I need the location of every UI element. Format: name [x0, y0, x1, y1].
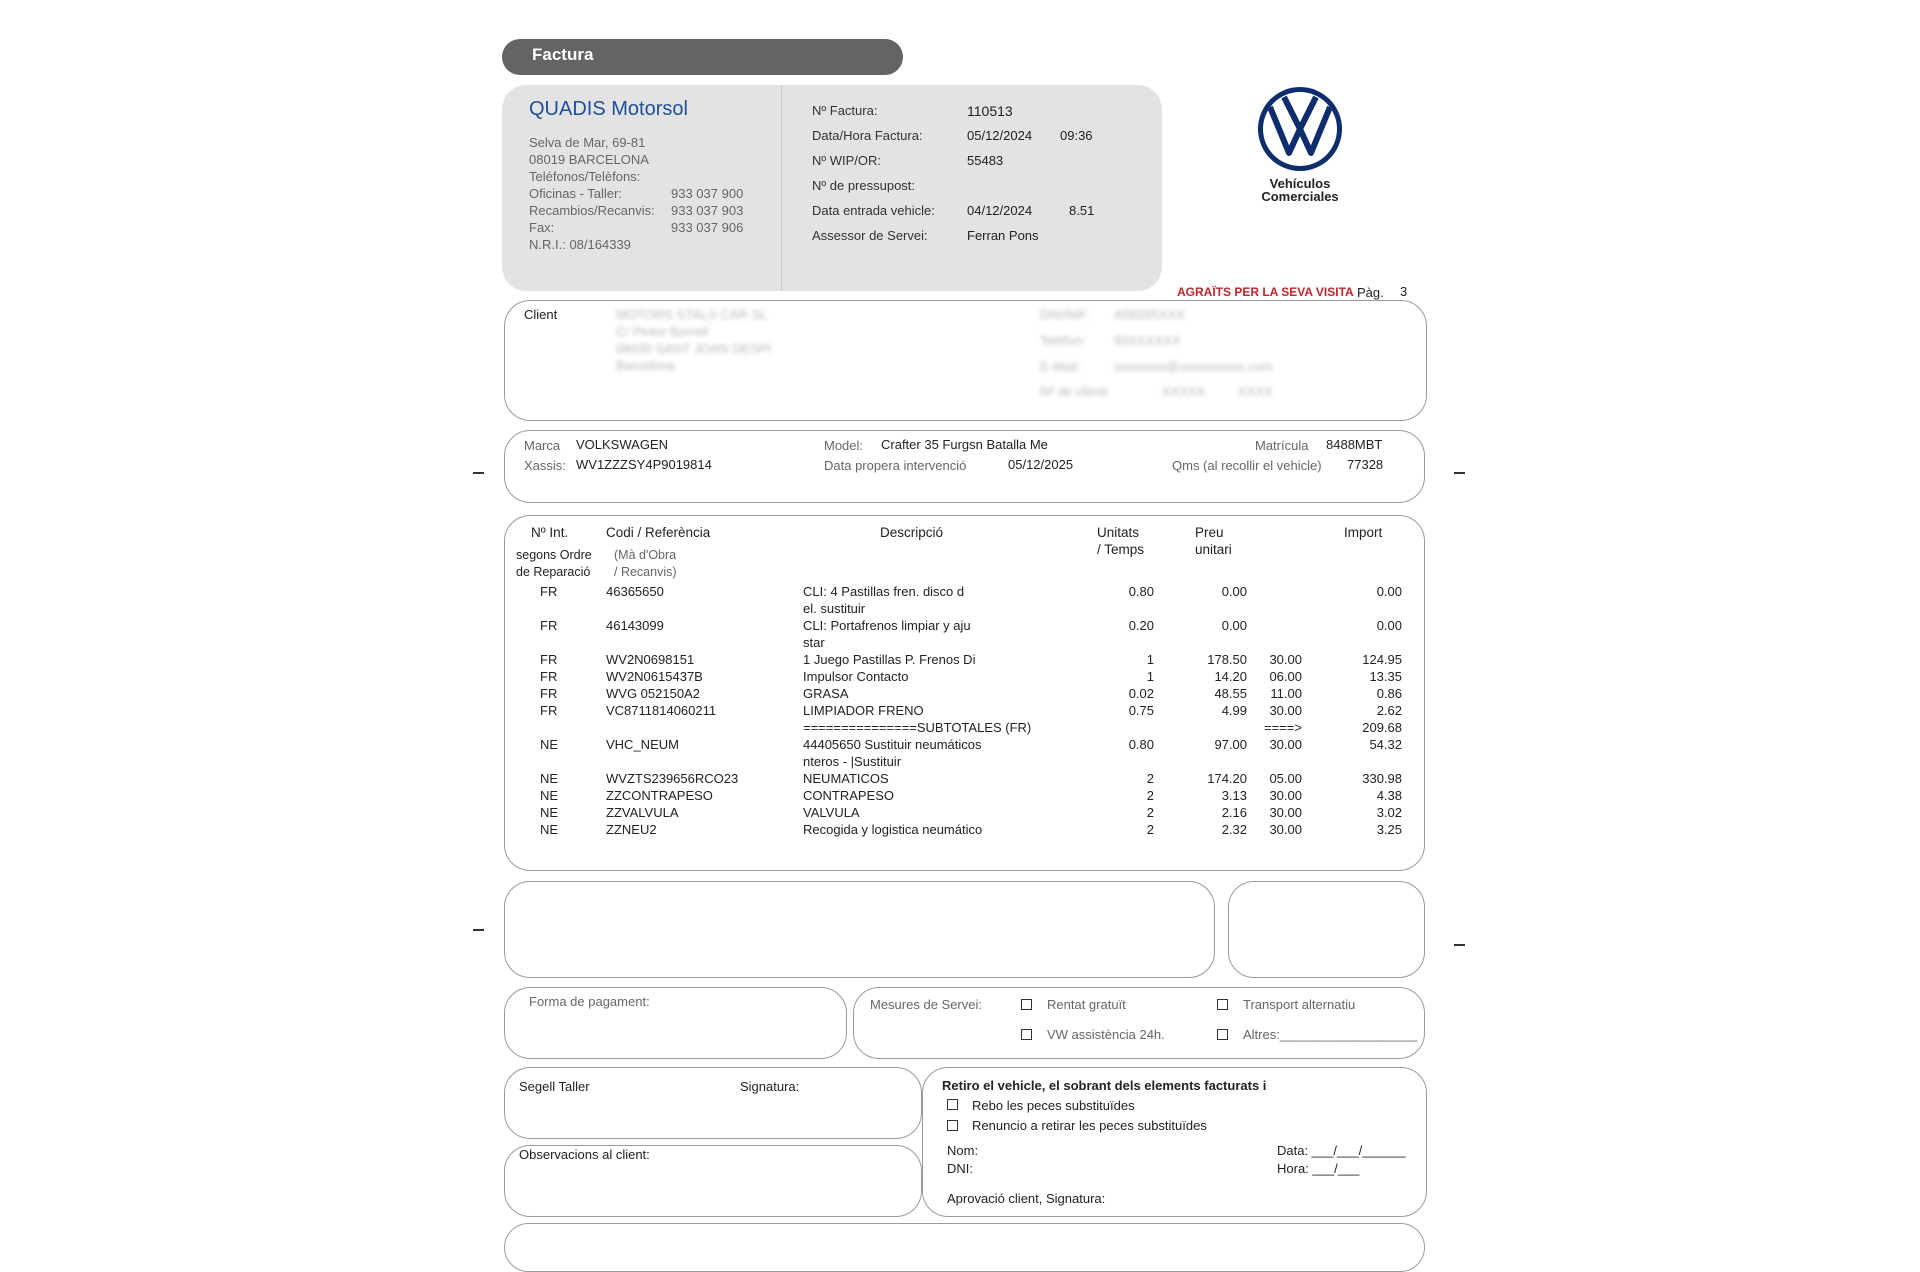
- vw-assistance-checkbox[interactable]: [1021, 1029, 1032, 1040]
- row-code: 46143099: [606, 618, 664, 633]
- row-int: FR: [540, 686, 558, 701]
- waive-parts-checkbox[interactable]: [947, 1120, 958, 1131]
- signature-label: Signatura:: [740, 1079, 800, 1094]
- row-price: 97.00: [1214, 737, 1247, 752]
- invoice-number-label: Nº Factura:: [812, 103, 878, 118]
- invoice-date: 05/12/2024: [967, 128, 1033, 143]
- mileage-label: Qms (al recollir el vehicle): [1172, 458, 1322, 473]
- margin-mark: [1454, 472, 1465, 474]
- row-price: 0.00: [1221, 584, 1247, 599]
- row-discount: 30.00: [1269, 805, 1302, 820]
- row-units: 2: [1146, 771, 1154, 786]
- brand-line2: Comerciales: [1261, 189, 1339, 204]
- row-description: GRASA: [803, 686, 849, 701]
- row-price: 0.00: [1221, 618, 1247, 633]
- row-description-cont: nteros - |Sustituir: [803, 754, 902, 769]
- company-name: QUADIS Motorsol: [529, 98, 688, 120]
- free-wash-checkbox[interactable]: [1021, 999, 1032, 1010]
- row-discount: 30.00: [1269, 737, 1302, 752]
- row-int: NE: [540, 822, 559, 837]
- wip-number: 55483: [967, 153, 1004, 168]
- page-number: 3: [1400, 284, 1408, 299]
- row-amount: 13.35: [1369, 669, 1402, 684]
- invoice-time: 09:36: [1060, 128, 1093, 143]
- mileage: 77328: [1347, 457, 1384, 472]
- row-int: FR: [540, 703, 558, 718]
- other-label: Altres:___________________: [1243, 1027, 1418, 1042]
- row-code: WV2N0698151: [606, 652, 695, 667]
- wip-label: Nº WIP/OR:: [812, 153, 882, 168]
- observations-label: Observacions al client:: [519, 1147, 650, 1162]
- row-discount: 30.00: [1269, 703, 1302, 718]
- entry-date-label: Data entrada vehicle:: [812, 203, 935, 218]
- vw-logo-icon: [1256, 85, 1344, 173]
- col-header-int-sub1: segons Ordre: [516, 548, 592, 562]
- client-phone-label: Telèfon:: [1040, 333, 1086, 348]
- row-units: 0.80: [1128, 584, 1154, 599]
- stamp-label: Segell Taller: [519, 1079, 590, 1094]
- company-address-line2: 08019 BARCELONA: [529, 152, 649, 167]
- name-label: Nom:: [947, 1143, 979, 1158]
- vw-assistance-label: VW assistència 24h.: [1047, 1027, 1165, 1042]
- vehicle-model-label: Model:: [824, 438, 864, 453]
- row-description: Impulsor Contacto: [803, 669, 909, 684]
- margin-mark: [473, 472, 484, 474]
- col-header-int: Nº Int.: [531, 525, 569, 540]
- client-email-label: E-Mail:: [1040, 359, 1081, 374]
- invoice-datetime-label: Data/Hora Factura:: [812, 128, 923, 143]
- company-phones-label: Teléfonos/Telèfons:: [529, 169, 641, 184]
- vehicle-plate: 8488MBT: [1326, 437, 1383, 452]
- row-units: 2: [1146, 788, 1154, 803]
- row-units: 1: [1146, 652, 1154, 667]
- row-price: 178.50: [1207, 652, 1247, 667]
- row-amount: 124.95: [1362, 652, 1402, 667]
- time-field-label: Hora: ___/___: [1277, 1161, 1360, 1176]
- company-address-line1: Selva de Mar, 69-81: [529, 135, 646, 150]
- stamp-box: [504, 1067, 922, 1139]
- fax-label: Fax:: [529, 220, 555, 235]
- row-units: 2: [1146, 805, 1154, 820]
- client-nif: A58265XXX: [1114, 307, 1185, 322]
- row-int: NE: [540, 805, 559, 820]
- other-checkbox[interactable]: [1217, 1029, 1228, 1040]
- col-header-code-sub1: (Mà d'Obra: [614, 548, 677, 562]
- col-header-code: Codi / Referència: [606, 525, 711, 540]
- row-amount: 3.02: [1376, 805, 1402, 820]
- col-header-code-sub2: / Recanvis): [614, 565, 677, 579]
- client-name: MOTORS STALS CAR SL: [616, 307, 768, 322]
- parts-phone-label: Recambios/Recanvis:: [529, 203, 655, 218]
- alt-transport-label: Transport alternatiu: [1243, 997, 1356, 1012]
- row-discount: ====>: [1264, 720, 1302, 735]
- header-divider: [781, 85, 782, 291]
- row-description-cont: el. sustituir: [803, 601, 866, 616]
- waive-parts-label: Renuncio a retirar les peces substituïdes: [972, 1118, 1207, 1133]
- vehicle-vin: WV1ZZZSY4P9019814: [576, 457, 712, 472]
- client-nif-label: DNI/NIF:: [1040, 307, 1091, 322]
- row-price: 3.13: [1221, 788, 1247, 803]
- row-int: FR: [540, 584, 558, 599]
- col-header-int-sub2: de Reparació: [516, 565, 591, 579]
- client-reference: XXXX: [1238, 384, 1273, 399]
- row-amount: 0.00: [1376, 618, 1402, 633]
- pickup-title: Retiro el vehicle, el sobrant dels elements facturats i: [942, 1078, 1267, 1093]
- free-wash-label: Rentat gratuït: [1047, 997, 1126, 1012]
- row-price: 2.16: [1221, 805, 1247, 820]
- col-header-price-sub: unitari: [1195, 542, 1232, 557]
- date-field-label: Data: ___/___/______: [1277, 1143, 1406, 1158]
- col-header-description: Descripció: [880, 525, 944, 540]
- company-nri: N.R.I.: 08/164339: [529, 237, 631, 252]
- row-units: 0.02: [1128, 686, 1154, 701]
- row-int: NE: [540, 771, 559, 786]
- client-city: 08030 SANT JOAN DESPI: [616, 341, 772, 356]
- invoice-number: 110513: [967, 103, 1013, 119]
- row-amount: 0.00: [1376, 584, 1402, 599]
- thanks-message: AGRAÏTS PER LA SEVA VISITA: [1177, 285, 1354, 299]
- entry-date: 04/12/2024: [967, 203, 1033, 218]
- vehicle-plate-label: Matrícula: [1255, 438, 1309, 453]
- row-int: FR: [540, 652, 558, 667]
- row-units: 1: [1146, 669, 1154, 684]
- next-service-date: 05/12/2025: [1008, 457, 1074, 472]
- row-description: CLI: 4 Pastillas fren. disco d: [803, 584, 965, 599]
- col-header-units-sub: / Temps: [1097, 542, 1145, 557]
- receive-parts-label: Rebo les peces substituïdes: [972, 1098, 1135, 1113]
- row-code: WVZTS239656RCO23: [606, 771, 739, 786]
- client-phone: 93XXXXXX: [1114, 333, 1181, 348]
- row-amount: 0.86: [1376, 686, 1402, 701]
- fax-number: 933 037 906: [671, 220, 744, 235]
- row-description: LIMPIADOR FRENO: [803, 703, 924, 718]
- row-code: ZZNEU2: [606, 822, 657, 837]
- row-amount: 54.32: [1369, 737, 1402, 752]
- row-int: FR: [540, 618, 558, 633]
- client-email: xxxxxxxx@xxxxxxxxxx.com: [1114, 359, 1273, 374]
- row-code: ZZVALVULA: [606, 805, 679, 820]
- row-discount: 30.00: [1269, 652, 1302, 667]
- row-discount: 11.00: [1270, 686, 1302, 701]
- row-discount: 30.00: [1269, 822, 1302, 837]
- col-header-price: Preu: [1195, 525, 1224, 540]
- row-price: 2.32: [1221, 822, 1247, 837]
- page-label: Pàg.: [1357, 285, 1384, 300]
- row-amount: 2.62: [1376, 703, 1402, 718]
- row-amount: 209.68: [1362, 720, 1402, 735]
- office-phone-label: Oficinas - Taller:: [529, 186, 622, 201]
- row-int: FR: [540, 669, 558, 684]
- row-amount: 4.38: [1376, 788, 1402, 803]
- next-service-label: Data propera intervenció: [824, 458, 967, 473]
- client-province: Barcelona: [616, 358, 675, 373]
- row-code: WV2N0615437B: [606, 669, 703, 684]
- row-description: CLI: Portafrenos limpiar y aju: [803, 618, 971, 633]
- client-label: Client: [524, 307, 558, 322]
- row-description-cont: star: [803, 635, 825, 650]
- dni-label: DNI:: [947, 1161, 973, 1176]
- row-int: NE: [540, 737, 559, 752]
- row-price: 4.99: [1221, 703, 1247, 718]
- row-units: 0.75: [1128, 703, 1154, 718]
- row-units: 0.20: [1128, 618, 1154, 633]
- row-price: 48.55: [1214, 686, 1247, 701]
- client-number-label: Nº de client:: [1040, 384, 1110, 399]
- payment-label: Forma de pagament:: [529, 994, 650, 1009]
- entry-time: 8.51: [1069, 203, 1095, 218]
- margin-mark: [473, 929, 484, 931]
- budget-label: Nº de pressupost:: [812, 178, 916, 193]
- row-description: NEUMATICOS: [803, 771, 889, 786]
- client-number: XXXXX: [1162, 384, 1206, 399]
- vehicle-model: Crafter 35 Furgsn Batalla Me: [881, 437, 1048, 452]
- row-description: VALVULA: [803, 805, 860, 820]
- row-price: 174.20: [1207, 771, 1247, 786]
- col-header-amount: Import: [1344, 525, 1383, 540]
- row-units: 0.80: [1128, 737, 1154, 752]
- row-amount: 330.98: [1362, 771, 1402, 786]
- row-discount: 30.00: [1269, 788, 1302, 803]
- vehicle-brand: VOLKSWAGEN: [576, 437, 668, 452]
- row-description: 44405650 Sustituir neumáticos: [803, 737, 982, 752]
- receive-parts-checkbox[interactable]: [947, 1099, 958, 1110]
- client-street: C/ Pintor Borrell: [616, 324, 708, 339]
- office-phone: 933 037 900: [671, 186, 744, 201]
- parts-phone: 933 037 903: [671, 203, 744, 218]
- footer-box: [504, 1223, 1425, 1272]
- brand-line1: Vehículos: [1269, 176, 1331, 191]
- alt-transport-checkbox[interactable]: [1217, 999, 1228, 1010]
- row-description: ===============SUBTOTALES (FR): [803, 720, 1032, 735]
- row-code: VHC_NEUM: [606, 737, 679, 752]
- approval-signature-label: Aprovació client, Signatura:: [947, 1191, 1106, 1206]
- vehicle-brand-label: Marca: [524, 438, 561, 453]
- row-price: 14.20: [1214, 669, 1247, 684]
- document-title-tab: Factura: [502, 39, 903, 75]
- row-code: ZZCONTRAPESO: [606, 788, 713, 803]
- row-discount: 06.00: [1269, 669, 1302, 684]
- service-measures-label: Mesures de Servei:: [870, 997, 982, 1012]
- row-code: VC8711814060211: [606, 703, 717, 718]
- margin-mark: [1454, 944, 1465, 946]
- row-description: Recogida y logistica neumático: [803, 822, 983, 837]
- totals-box: [1228, 881, 1425, 978]
- row-code: 46365650: [606, 584, 664, 599]
- col-header-units: Unitats: [1097, 525, 1140, 540]
- row-units: 2: [1146, 822, 1154, 837]
- vehicle-vin-label: Xassis:: [524, 458, 566, 473]
- notes-box: [504, 881, 1215, 978]
- row-description: CONTRAPESO: [803, 788, 895, 803]
- row-code: WVG 052150A2: [606, 686, 700, 701]
- row-description: 1 Juego Pastillas P. Frenos Di: [803, 652, 976, 667]
- service-advisor: Ferran Pons: [967, 228, 1039, 243]
- row-amount: 3.25: [1376, 822, 1402, 837]
- service-advisor-label: Assessor de Servei:: [812, 228, 928, 243]
- row-int: NE: [540, 788, 559, 803]
- row-discount: 05.00: [1269, 771, 1302, 786]
